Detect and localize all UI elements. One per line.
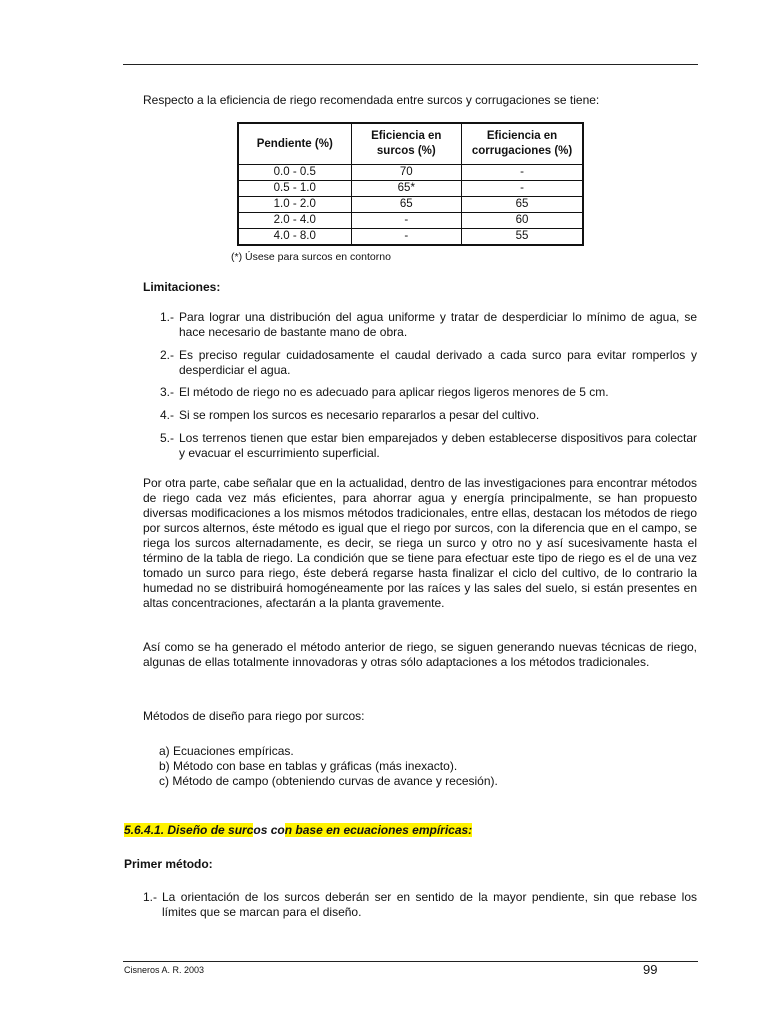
table-cell: 65* [351,181,462,197]
table-cell: 2.0 - 4.0 [238,213,351,229]
heading-plain: os co [253,823,285,837]
table-cell: - [462,165,583,181]
table-row [238,229,583,246]
table-row [238,165,583,181]
page-number: 99 [643,962,658,977]
table-cell: 55 [462,229,583,246]
table-cell: 60 [462,213,583,229]
heading-highlight: n base en ecuaciones empíricas: [284,823,473,837]
header-pendiente: Pendiente (%) [238,123,351,165]
table-header-row [238,123,583,165]
table-cell: 70 [351,165,462,181]
table-cell: - [351,229,462,246]
design-methods-intro: Métodos de diseño para riego por surcos: [143,709,365,723]
table-cell: - [462,181,583,197]
header-eficiencia-surcos: Eficiencia en surcos (%) [351,123,462,165]
primer-metodo-number: 1.- [143,890,158,904]
table-cell: 65 [462,197,583,213]
table-row [238,213,583,229]
limitation-item [160,348,697,378]
limitation-number: 4.- [160,408,175,422]
design-method-item: b) Método con base en tablas y gráficas (más inexacto). [159,759,458,773]
body-paragraph: Así como se ha generado el método anterior de riego, se siguen generando nuevas técnicas de riego, algunas de ellas totalmente innovadoras y otras sólo adaptaciones a los métodos tradicionales. [143,640,697,669]
limitation-text: Los terrenos tienen que estar bien emparejados y deben establecerse dispositivos para colectar y evacuar el escurrimiento superficial. [179,431,697,460]
heading-highlight: 5.6.4.1. Diseño de surc [124,823,254,837]
table-footnote: (*) Úsese para surcos en contorno [231,251,391,263]
design-method-item: a) Ecuaciones empíricas. [159,744,294,758]
body-paragraph: Por otra parte, cabe señalar que en la actualidad, dentro de las investigaciones para encontrar métodos de riego cada vez más eficientes, para ahorrar agua y energía principalmente, se han propuesto diversas modificaciones a los mismos métodos tradicionales, entre ellas, destacan los métodos de riego por surcos alternos, éste método es igual que el riego por surcos, con la diferencia que en el campo, se riega los surcos alternadamente, es decir, se riega un surco y otro no y así sucesivamente hasta el término de la tabla de riego. La condición que se tiene para efectuar este tipo de riego es el de una vez tomado un surco para riego, éste deberá regarse hasta finalizar el ciclo del cultivo, de lo contrario la humedad no se distribuirá homogéneamente por las raíces y las sales del suelo, si están presentes en altas concentraciones, afectarán a la planta gravemente. [143,476,697,610]
limitation-number: 5.- [160,431,175,445]
limitation-text: Si se rompen los surcos es necesario repararlos a pesar del cultivo. [179,408,540,422]
limitation-item [160,408,697,423]
limitation-number: 3.- [160,385,175,399]
primer-metodo-title: Primer método: [124,857,213,871]
limitation-text: Para lograr una distribución del agua uniforme y tratar de desperdiciar lo mínimo de agua, se hace necesario de bastante mano de obra. [179,310,697,339]
table-cell: 0.5 - 1.0 [238,181,351,197]
limitation-number: 1.- [160,310,175,324]
header-eficiencia-corrugaciones: Eficiencia en corrugaciones (%) [462,123,583,165]
footer-author: Cisneros A. R. 2003 [124,965,205,975]
limitations-title: Limitaciones: [143,280,221,294]
limitation-text: Es preciso regular cuidadosamente el caudal derivado a cada surco para evitar romperlos y desperdiciar el agua. [179,348,697,377]
table-cell: - [351,213,462,229]
table-row [238,181,583,197]
limitation-item [160,310,697,340]
footer-rule [123,961,698,962]
table-cell: 4.0 - 8.0 [238,229,351,246]
table-row [238,197,583,213]
table-cell: 65 [351,197,462,213]
limitation-item [160,431,697,461]
header-rule [123,64,698,65]
primer-metodo-item [143,890,697,920]
limitation-number: 2.- [160,348,175,362]
limitation-text: El método de riego no es adecuado para aplicar riegos ligeros menores de 5 cm. [179,385,609,399]
limitation-item [160,385,697,400]
table-cell: 1.0 - 2.0 [238,197,351,213]
intro-text: Respecto a la eficiencia de riego recomendada entre surcos y corrugaciones se tiene: [143,93,600,107]
section-heading [124,823,472,837]
efficiency-table [237,122,584,246]
design-method-item: c) Método de campo (obteniendo curvas de avance y recesión). [159,774,498,788]
primer-metodo-text: La orientación de los surcos deberán ser en sentido de la mayor pendiente, sin que rebase los límites que se marcan para el diseño. [162,890,697,919]
table-cell: 0.0 - 0.5 [238,165,351,181]
